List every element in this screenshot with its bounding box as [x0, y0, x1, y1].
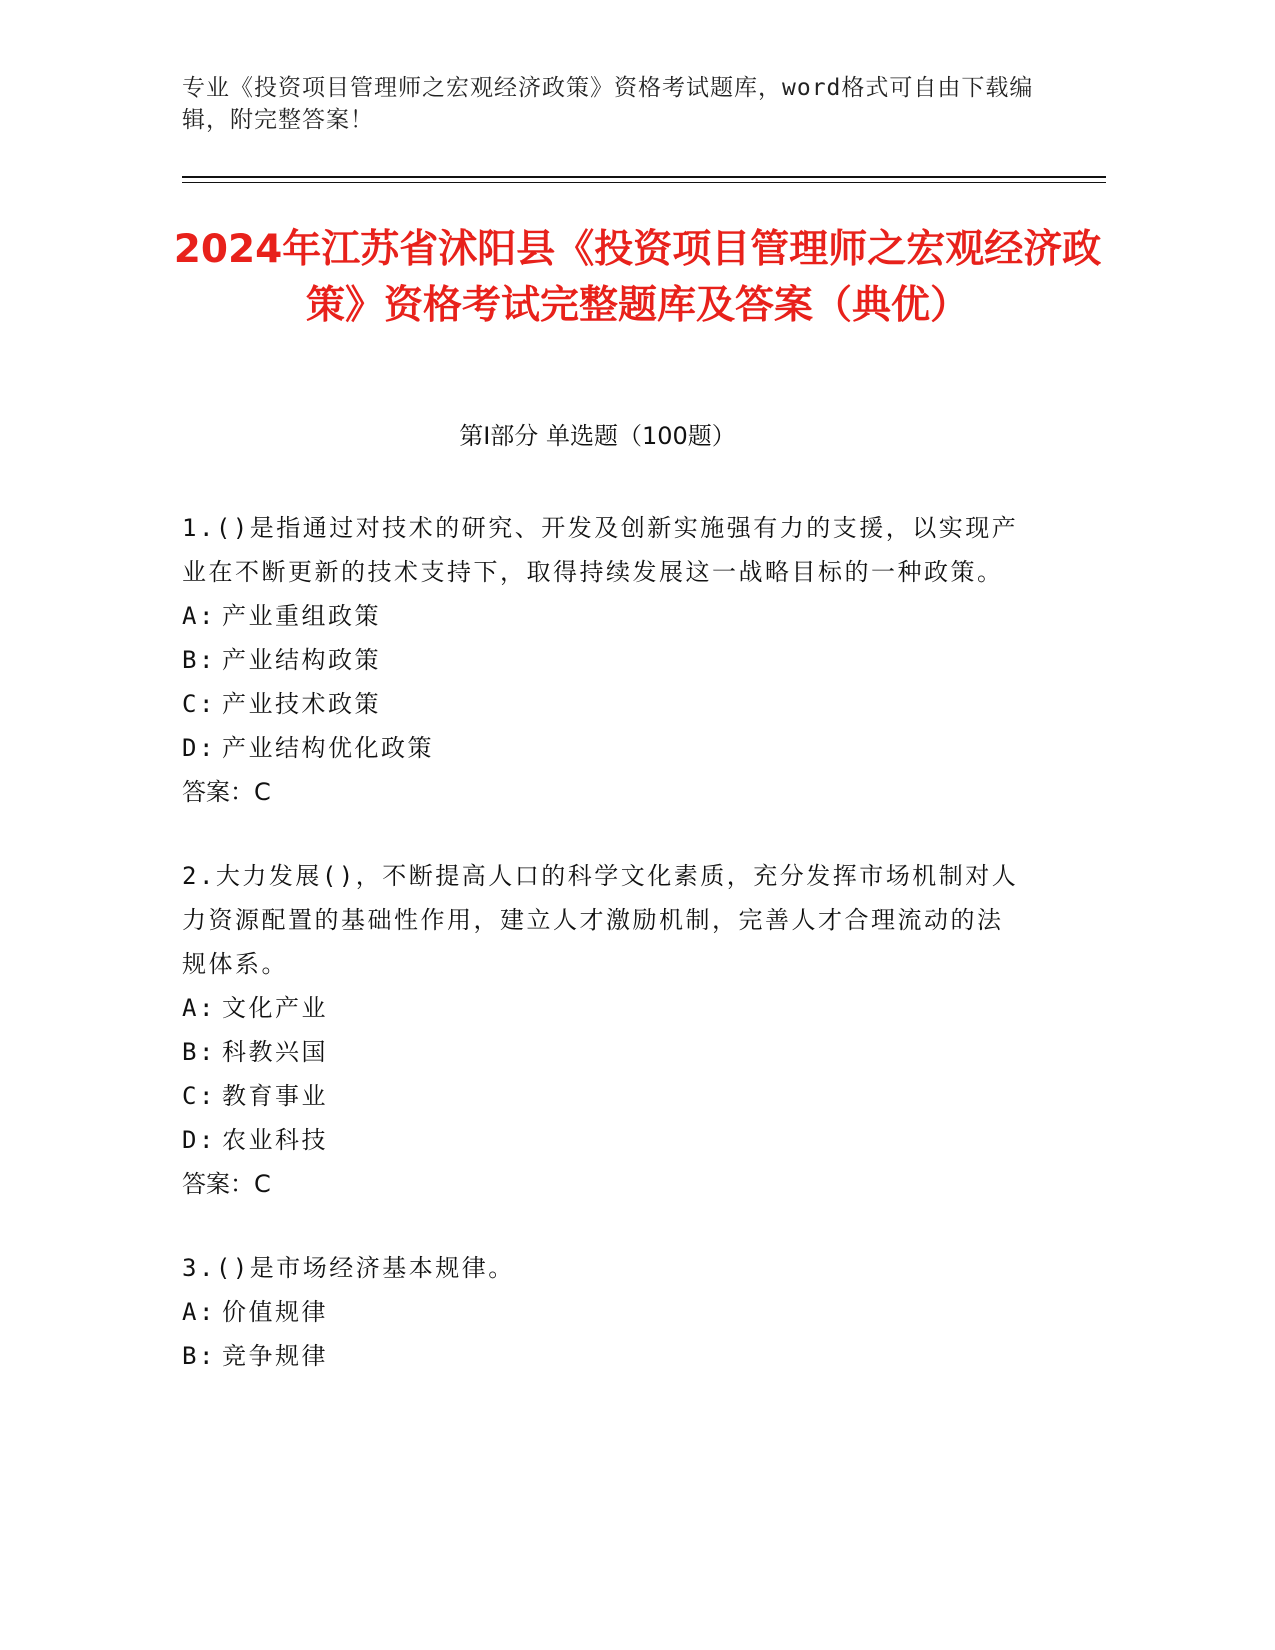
option-key: A: [182, 602, 216, 630]
header-rule-thin [182, 182, 1106, 183]
option-text: 农业科技 [222, 1126, 328, 1154]
option-d [182, 1118, 1022, 1162]
question-stem: 3.()是市场经济基本规律。 [182, 1254, 515, 1282]
option-key: C: [182, 690, 216, 718]
option-text: 产业结构优化政策 [222, 734, 434, 762]
question-3 [182, 1246, 1022, 1378]
option-text: 竞争规律 [222, 1342, 328, 1370]
header-note: 专业《投资项目管理师之宏观经济政策》资格考试题库，word格式可自由下载编辑，附完整答案！ [182, 75, 1034, 133]
option-text: 价值规律 [222, 1298, 328, 1326]
option-b [182, 638, 1022, 682]
option-text: 产业结构政策 [222, 646, 381, 674]
question-stem: 2.大力发展()，不断提高人口的科学文化素质，充分发挥市场机制对人力资源配置的基础性作用，建立人才激励机制，完善人才合理流动的法规体系。 [182, 862, 1019, 978]
answer-line: 答案：C [182, 1170, 271, 1198]
question-2 [182, 854, 1022, 1206]
option-c [182, 682, 1022, 726]
option-key: D: [182, 734, 216, 762]
section-heading: 第Ⅰ部分 单选题（100题） [459, 422, 736, 450]
option-c [182, 1074, 1022, 1118]
option-text: 科教兴国 [222, 1038, 328, 1066]
header-rule-thick [182, 176, 1106, 178]
option-key: B: [182, 1342, 216, 1370]
option-text: 教育事业 [222, 1082, 328, 1110]
option-b [182, 1334, 1022, 1378]
option-key: D: [182, 1126, 216, 1154]
document-title: 2024年江苏省沭阳县《投资项目管理师之宏观经济政策》资格考试完整题库及答案（典优） [173, 227, 1102, 328]
answer-line: 答案：C [182, 778, 271, 806]
option-text: 文化产业 [222, 994, 328, 1022]
question-1 [182, 506, 1022, 814]
option-b [182, 1030, 1022, 1074]
option-key: A: [182, 994, 216, 1022]
option-d [182, 726, 1022, 770]
option-a [182, 1290, 1022, 1334]
option-a [182, 594, 1022, 638]
option-a [182, 986, 1022, 1030]
option-key: B: [182, 1038, 216, 1066]
option-key: C: [182, 1082, 216, 1110]
option-key: A: [182, 1298, 216, 1326]
option-text: 产业技术政策 [222, 690, 381, 718]
option-key: B: [182, 646, 216, 674]
question-stem: 1.()是指通过对技术的研究、开发及创新实施强有力的支援，以实现产业在不断更新的技术支持下，取得持续发展这一战略目标的一种政策。 [182, 514, 1019, 586]
question-list [182, 506, 1022, 1418]
option-text: 产业重组政策 [222, 602, 381, 630]
